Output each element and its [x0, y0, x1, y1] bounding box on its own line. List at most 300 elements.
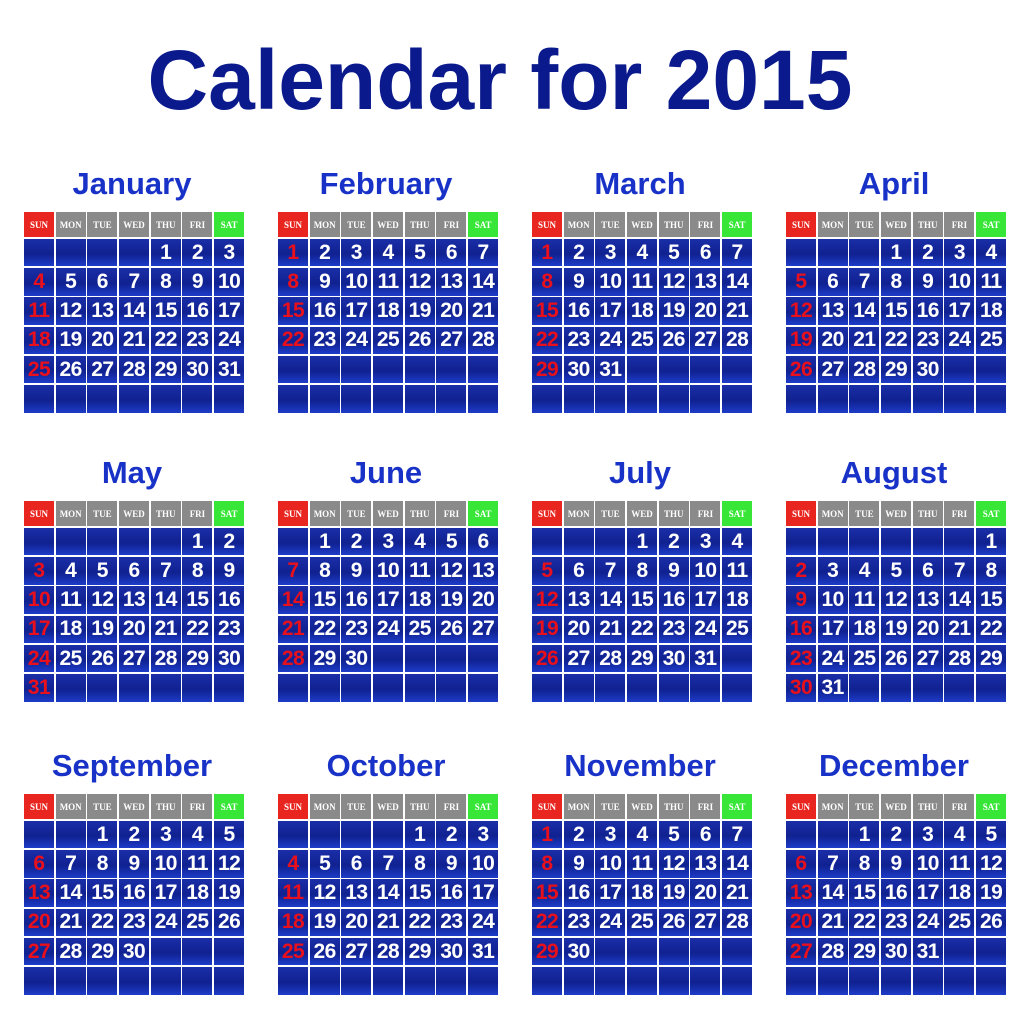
- day-cell: 29: [182, 645, 212, 673]
- empty-cell: [119, 674, 149, 702]
- day-cell: 25: [373, 327, 403, 355]
- day-cell: 19: [405, 297, 435, 325]
- day-cell: 12: [659, 268, 689, 296]
- day-cell: 13: [119, 586, 149, 614]
- day-cell: 19: [659, 297, 689, 325]
- day-cell: 2: [786, 557, 816, 585]
- day-cell: 20: [87, 327, 117, 355]
- day-cell: 21: [849, 327, 879, 355]
- day-cell: 7: [944, 557, 974, 585]
- day-cell: 7: [468, 239, 498, 267]
- day-cell: 30: [182, 356, 212, 384]
- day-cell: 16: [341, 586, 371, 614]
- empty-cell: [182, 674, 212, 702]
- empty-cell: [468, 674, 498, 702]
- day-cell: 18: [722, 586, 752, 614]
- day-cell: 24: [913, 909, 943, 937]
- day-cell: 10: [468, 850, 498, 878]
- weekday-header-wed: WED: [627, 501, 657, 526]
- empty-cell: [659, 356, 689, 384]
- day-cell: 15: [881, 297, 911, 325]
- month-april: [786, 166, 1002, 413]
- weekday-header-wed: WED: [881, 501, 911, 526]
- weekday-header-wed: WED: [119, 794, 149, 819]
- day-cell: 27: [341, 938, 371, 966]
- weekday-header-fri: FRI: [436, 212, 466, 237]
- day-cell: 26: [659, 327, 689, 355]
- day-cell: 30: [786, 674, 816, 702]
- day-cell: 16: [310, 297, 340, 325]
- day-cell: 23: [564, 327, 594, 355]
- weekday-header-thu: THU: [913, 794, 943, 819]
- day-cell: 18: [849, 616, 879, 644]
- empty-cell: [87, 528, 117, 556]
- day-cell: 17: [944, 297, 974, 325]
- empty-cell: [373, 674, 403, 702]
- weekday-header-sun: SUN: [278, 794, 308, 819]
- empty-cell: [56, 967, 86, 995]
- empty-cell: [532, 528, 562, 556]
- weekday-header-wed: WED: [881, 794, 911, 819]
- day-cell: 31: [690, 645, 720, 673]
- day-cell: 28: [818, 938, 848, 966]
- day-cell: 12: [659, 850, 689, 878]
- day-cell: 17: [373, 586, 403, 614]
- day-cell: 30: [659, 645, 689, 673]
- day-cell: 14: [151, 586, 181, 614]
- day-cell: 9: [786, 586, 816, 614]
- weekday-header-thu: THU: [659, 212, 689, 237]
- empty-cell: [595, 967, 625, 995]
- empty-cell: [214, 938, 244, 966]
- empty-cell: [468, 967, 498, 995]
- weekday-header-sun: SUN: [786, 212, 816, 237]
- empty-cell: [310, 967, 340, 995]
- day-cell: 28: [722, 909, 752, 937]
- empty-cell: [436, 645, 466, 673]
- day-cell: 14: [119, 297, 149, 325]
- empty-cell: [151, 674, 181, 702]
- empty-cell: [627, 674, 657, 702]
- day-cell: 20: [690, 297, 720, 325]
- day-cell: 13: [341, 879, 371, 907]
- weekday-header-thu: THU: [405, 501, 435, 526]
- day-cell: 23: [310, 327, 340, 355]
- day-cell: 27: [119, 645, 149, 673]
- empty-cell: [944, 356, 974, 384]
- day-cell: 21: [373, 909, 403, 937]
- day-cell: 15: [976, 586, 1006, 614]
- day-cell: 18: [373, 297, 403, 325]
- month-name: July: [608, 455, 672, 490]
- weekday-header-fri: FRI: [436, 794, 466, 819]
- empty-cell: [659, 385, 689, 413]
- day-cell: 4: [182, 821, 212, 849]
- month-name: March: [594, 166, 686, 201]
- day-cell: 4: [405, 528, 435, 556]
- weekday-header-sun: SUN: [532, 794, 562, 819]
- day-cell: 24: [373, 616, 403, 644]
- day-cell: 27: [786, 938, 816, 966]
- empty-cell: [87, 674, 117, 702]
- day-cell: 14: [818, 879, 848, 907]
- day-cell: 4: [627, 821, 657, 849]
- day-cell: 16: [182, 297, 212, 325]
- day-cell: 1: [881, 239, 911, 267]
- month-september: [24, 748, 240, 995]
- day-cell: 20: [119, 616, 149, 644]
- empty-cell: [976, 967, 1006, 995]
- empty-cell: [278, 674, 308, 702]
- day-cell: 26: [786, 356, 816, 384]
- empty-cell: [818, 528, 848, 556]
- day-cell: 8: [532, 850, 562, 878]
- day-cell: 9: [310, 268, 340, 296]
- day-cell: 20: [786, 909, 816, 937]
- day-cell: 15: [310, 586, 340, 614]
- day-cell: 9: [564, 268, 594, 296]
- weekday-header-wed: WED: [119, 501, 149, 526]
- day-cell: 13: [690, 268, 720, 296]
- month-grid: [24, 501, 240, 702]
- empty-cell: [341, 385, 371, 413]
- weekday-header-tue: TUE: [87, 212, 117, 237]
- empty-cell: [341, 821, 371, 849]
- day-cell: 10: [913, 850, 943, 878]
- day-cell: 17: [690, 586, 720, 614]
- empty-cell: [214, 674, 244, 702]
- empty-cell: [722, 967, 752, 995]
- empty-cell: [182, 967, 212, 995]
- empty-cell: [278, 385, 308, 413]
- day-cell: 20: [436, 297, 466, 325]
- day-cell: 21: [119, 327, 149, 355]
- empty-cell: [87, 385, 117, 413]
- day-cell: 4: [944, 821, 974, 849]
- weekday-header-mon: MON: [310, 501, 340, 526]
- day-cell: 20: [24, 909, 54, 937]
- day-cell: 5: [87, 557, 117, 585]
- empty-cell: [119, 385, 149, 413]
- day-cell: 25: [627, 909, 657, 937]
- day-cell: 13: [818, 297, 848, 325]
- day-cell: 27: [87, 356, 117, 384]
- day-cell: 27: [564, 645, 594, 673]
- day-cell: 27: [818, 356, 848, 384]
- day-cell: 17: [913, 879, 943, 907]
- weekday-header-sun: SUN: [24, 212, 54, 237]
- weekday-header-thu: THU: [913, 501, 943, 526]
- day-cell: 10: [690, 557, 720, 585]
- day-cell: 17: [214, 297, 244, 325]
- day-cell: 21: [56, 909, 86, 937]
- day-cell: 15: [151, 297, 181, 325]
- weekday-header-sat: SAT: [468, 501, 498, 526]
- weekday-header-wed: WED: [881, 212, 911, 237]
- day-cell: 26: [310, 938, 340, 966]
- day-cell: 29: [310, 645, 340, 673]
- empty-cell: [532, 967, 562, 995]
- empty-cell: [373, 645, 403, 673]
- day-cell: 12: [532, 586, 562, 614]
- day-cell: 7: [595, 557, 625, 585]
- day-cell: 26: [56, 356, 86, 384]
- weekday-header-fri: FRI: [182, 794, 212, 819]
- day-cell: 1: [87, 821, 117, 849]
- empty-cell: [310, 821, 340, 849]
- day-cell: 18: [278, 909, 308, 937]
- day-cell: 24: [944, 327, 974, 355]
- day-cell: 29: [627, 645, 657, 673]
- day-cell: 6: [786, 850, 816, 878]
- day-cell: 8: [182, 557, 212, 585]
- empty-cell: [341, 356, 371, 384]
- weekday-header-tue: TUE: [341, 212, 371, 237]
- day-cell: 3: [151, 821, 181, 849]
- day-cell: 24: [214, 327, 244, 355]
- day-cell: 12: [87, 586, 117, 614]
- weekday-header-wed: WED: [373, 212, 403, 237]
- weekday-header-fri: FRI: [944, 501, 974, 526]
- empty-cell: [913, 967, 943, 995]
- weekday-header-mon: MON: [564, 794, 594, 819]
- day-cell: 19: [310, 909, 340, 937]
- day-cell: 19: [976, 879, 1006, 907]
- day-cell: 20: [690, 879, 720, 907]
- month-name: June: [349, 455, 423, 490]
- day-cell: 8: [532, 268, 562, 296]
- day-cell: 11: [182, 850, 212, 878]
- empty-cell: [722, 645, 752, 673]
- day-cell: 6: [690, 821, 720, 849]
- day-cell: 24: [24, 645, 54, 673]
- day-cell: 31: [214, 356, 244, 384]
- day-cell: 4: [849, 557, 879, 585]
- weekday-header-sat: SAT: [214, 501, 244, 526]
- day-cell: 19: [436, 586, 466, 614]
- day-cell: 19: [87, 616, 117, 644]
- day-cell: 8: [310, 557, 340, 585]
- day-cell: 17: [24, 616, 54, 644]
- day-cell: 11: [627, 850, 657, 878]
- month-grid: [786, 501, 1002, 702]
- day-cell: 9: [436, 850, 466, 878]
- day-cell: 6: [818, 268, 848, 296]
- weekday-header-mon: MON: [564, 212, 594, 237]
- day-cell: 25: [56, 645, 86, 673]
- day-cell: 18: [182, 879, 212, 907]
- day-cell: 28: [944, 645, 974, 673]
- day-cell: 11: [405, 557, 435, 585]
- day-cell: 21: [278, 616, 308, 644]
- weekday-header-sat: SAT: [976, 501, 1006, 526]
- empty-cell: [436, 356, 466, 384]
- empty-cell: [310, 674, 340, 702]
- day-cell: 23: [182, 327, 212, 355]
- month-november: [532, 748, 748, 995]
- weekday-header-wed: WED: [627, 212, 657, 237]
- day-cell: 17: [151, 879, 181, 907]
- empty-cell: [24, 528, 54, 556]
- empty-cell: [913, 385, 943, 413]
- empty-cell: [532, 385, 562, 413]
- day-cell: 10: [595, 850, 625, 878]
- day-cell: 23: [214, 616, 244, 644]
- empty-cell: [690, 967, 720, 995]
- day-cell: 22: [182, 616, 212, 644]
- day-cell: 13: [87, 297, 117, 325]
- weekday-header-sun: SUN: [786, 501, 816, 526]
- month-name: August: [840, 455, 948, 490]
- weekday-header-thu: THU: [913, 212, 943, 237]
- empty-cell: [436, 967, 466, 995]
- day-cell: 1: [627, 528, 657, 556]
- day-cell: 22: [532, 327, 562, 355]
- day-cell: 7: [373, 850, 403, 878]
- day-cell: 18: [627, 879, 657, 907]
- empty-cell: [595, 385, 625, 413]
- day-cell: 6: [564, 557, 594, 585]
- month-name: January: [72, 166, 192, 201]
- empty-cell: [595, 674, 625, 702]
- day-cell: 20: [564, 616, 594, 644]
- empty-cell: [627, 938, 657, 966]
- empty-cell: [722, 385, 752, 413]
- day-cell: 12: [405, 268, 435, 296]
- day-cell: 6: [119, 557, 149, 585]
- day-cell: 1: [182, 528, 212, 556]
- empty-cell: [278, 356, 308, 384]
- day-cell: 28: [278, 645, 308, 673]
- day-cell: 7: [151, 557, 181, 585]
- month-grid: [786, 212, 1002, 413]
- day-cell: 5: [659, 821, 689, 849]
- empty-cell: [119, 967, 149, 995]
- weekday-header-tue: TUE: [341, 794, 371, 819]
- weekday-header-tue: TUE: [595, 794, 625, 819]
- day-cell: 14: [722, 268, 752, 296]
- day-cell: 10: [818, 586, 848, 614]
- empty-cell: [849, 385, 879, 413]
- empty-cell: [436, 385, 466, 413]
- empty-cell: [944, 938, 974, 966]
- day-cell: 3: [818, 557, 848, 585]
- weekday-header-wed: WED: [373, 501, 403, 526]
- day-cell: 17: [595, 297, 625, 325]
- weekday-header-mon: MON: [564, 501, 594, 526]
- day-cell: 29: [849, 938, 879, 966]
- day-cell: 26: [881, 645, 911, 673]
- empty-cell: [436, 674, 466, 702]
- weekday-header-sun: SUN: [278, 212, 308, 237]
- empty-cell: [405, 967, 435, 995]
- day-cell: 5: [659, 239, 689, 267]
- month-name: April: [858, 166, 930, 201]
- month-august: [786, 455, 1002, 702]
- day-cell: 21: [722, 879, 752, 907]
- weekday-header-tue: TUE: [87, 501, 117, 526]
- weekday-header-sat: SAT: [468, 794, 498, 819]
- day-cell: 12: [881, 586, 911, 614]
- empty-cell: [690, 356, 720, 384]
- weekday-header-fri: FRI: [182, 501, 212, 526]
- empty-cell: [24, 967, 54, 995]
- weekday-header-thu: THU: [659, 501, 689, 526]
- day-cell: 30: [214, 645, 244, 673]
- day-cell: 10: [214, 268, 244, 296]
- day-cell: 7: [119, 268, 149, 296]
- day-cell: 18: [944, 879, 974, 907]
- day-cell: 3: [24, 557, 54, 585]
- weekday-header-mon: MON: [818, 212, 848, 237]
- month-december: [786, 748, 1002, 995]
- month-name: February: [319, 166, 453, 201]
- day-cell: 3: [944, 239, 974, 267]
- day-cell: 9: [913, 268, 943, 296]
- day-cell: 26: [532, 645, 562, 673]
- day-cell: 7: [722, 821, 752, 849]
- day-cell: 9: [659, 557, 689, 585]
- day-cell: 1: [405, 821, 435, 849]
- day-cell: 31: [818, 674, 848, 702]
- day-cell: 19: [214, 879, 244, 907]
- day-cell: 31: [468, 938, 498, 966]
- day-cell: 25: [627, 327, 657, 355]
- weekday-header-sat: SAT: [722, 501, 752, 526]
- day-cell: 12: [214, 850, 244, 878]
- empty-cell: [182, 385, 212, 413]
- day-cell: 29: [151, 356, 181, 384]
- weekday-header-tue: TUE: [849, 501, 879, 526]
- day-cell: 14: [595, 586, 625, 614]
- empty-cell: [595, 528, 625, 556]
- day-cell: 2: [341, 528, 371, 556]
- day-cell: 22: [278, 327, 308, 355]
- day-cell: 26: [976, 909, 1006, 937]
- day-cell: 22: [627, 616, 657, 644]
- day-cell: 20: [341, 909, 371, 937]
- empty-cell: [468, 645, 498, 673]
- day-cell: 23: [436, 909, 466, 937]
- empty-cell: [24, 239, 54, 267]
- day-cell: 27: [468, 616, 498, 644]
- weekday-header-thu: THU: [151, 212, 181, 237]
- day-cell: 12: [436, 557, 466, 585]
- empty-cell: [182, 938, 212, 966]
- day-cell: 24: [818, 645, 848, 673]
- day-cell: 13: [24, 879, 54, 907]
- weekday-header-fri: FRI: [944, 794, 974, 819]
- empty-cell: [56, 385, 86, 413]
- day-cell: 6: [468, 528, 498, 556]
- day-cell: 6: [436, 239, 466, 267]
- day-cell: 5: [436, 528, 466, 556]
- day-cell: 23: [881, 909, 911, 937]
- day-cell: 9: [341, 557, 371, 585]
- day-cell: 15: [87, 879, 117, 907]
- empty-cell: [627, 356, 657, 384]
- day-cell: 6: [690, 239, 720, 267]
- day-cell: 26: [87, 645, 117, 673]
- day-cell: 3: [913, 821, 943, 849]
- empty-cell: [818, 821, 848, 849]
- empty-cell: [341, 674, 371, 702]
- day-cell: 8: [151, 268, 181, 296]
- month-grid: [532, 212, 748, 413]
- day-cell: 16: [119, 879, 149, 907]
- day-cell: 12: [56, 297, 86, 325]
- empty-cell: [659, 938, 689, 966]
